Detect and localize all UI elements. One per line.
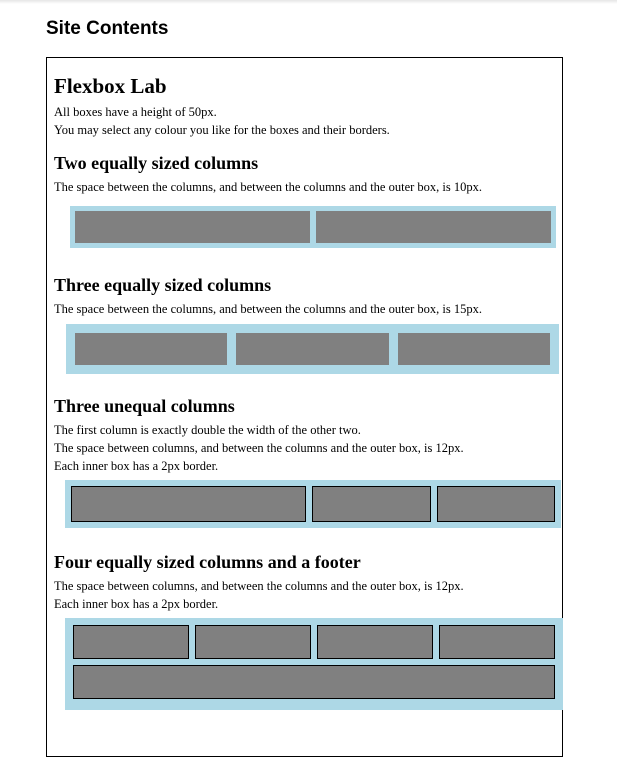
section-description: Each inner box has a 2px border. xyxy=(54,459,219,473)
intro-line: You may select any colour you like for the boxes and their borders. xyxy=(54,123,390,137)
column-box xyxy=(75,211,310,243)
section-title-three-equal-columns: Three equally sized columns xyxy=(54,275,272,295)
section-title-two-columns: Two equally sized columns xyxy=(54,153,259,173)
section-description: The space between columns, and between the columns and the outer box, is 12px. xyxy=(54,579,464,593)
column-box xyxy=(73,625,189,659)
lab-title: Flexbox Lab xyxy=(54,74,167,98)
section-description: The space between columns, and between the columns and the outer box, is 12px. xyxy=(54,441,464,455)
browser-top-shadow xyxy=(0,0,617,4)
column-box xyxy=(439,625,555,659)
column-box xyxy=(75,333,227,365)
column-box xyxy=(236,333,388,365)
content-iframe xyxy=(46,57,563,757)
section-description: The first column is exactly double the width of the other two. xyxy=(54,423,361,437)
columns-row xyxy=(73,625,555,659)
column-box xyxy=(195,625,311,659)
site-title: Site Contents xyxy=(46,18,169,39)
column-box xyxy=(437,486,556,522)
column-box xyxy=(317,625,433,659)
outer-box-two-columns xyxy=(70,206,556,248)
outer-box-four-columns-footer xyxy=(65,618,563,710)
column-box xyxy=(398,333,550,365)
intro-line: All boxes have a height of 50px. xyxy=(54,105,217,119)
wide-column-box xyxy=(71,486,306,522)
section-description: The space between the columns, and between the columns and the outer box, is 10px. xyxy=(54,180,483,194)
section-description: Each inner box has a 2px border. xyxy=(54,597,219,611)
column-box xyxy=(312,486,431,522)
outer-box-three-equal-columns xyxy=(66,324,559,374)
section-title-three-unequal-columns: Three unequal columns xyxy=(54,396,235,416)
outer-box-three-unequal-columns xyxy=(65,480,561,528)
section-description: The space between the columns, and between the columns and the outer box, is 15px. xyxy=(54,302,483,316)
footer-box xyxy=(73,665,555,699)
section-title-four-columns-footer: Four equally sized columns and a footer xyxy=(54,552,361,572)
column-box xyxy=(316,211,551,243)
